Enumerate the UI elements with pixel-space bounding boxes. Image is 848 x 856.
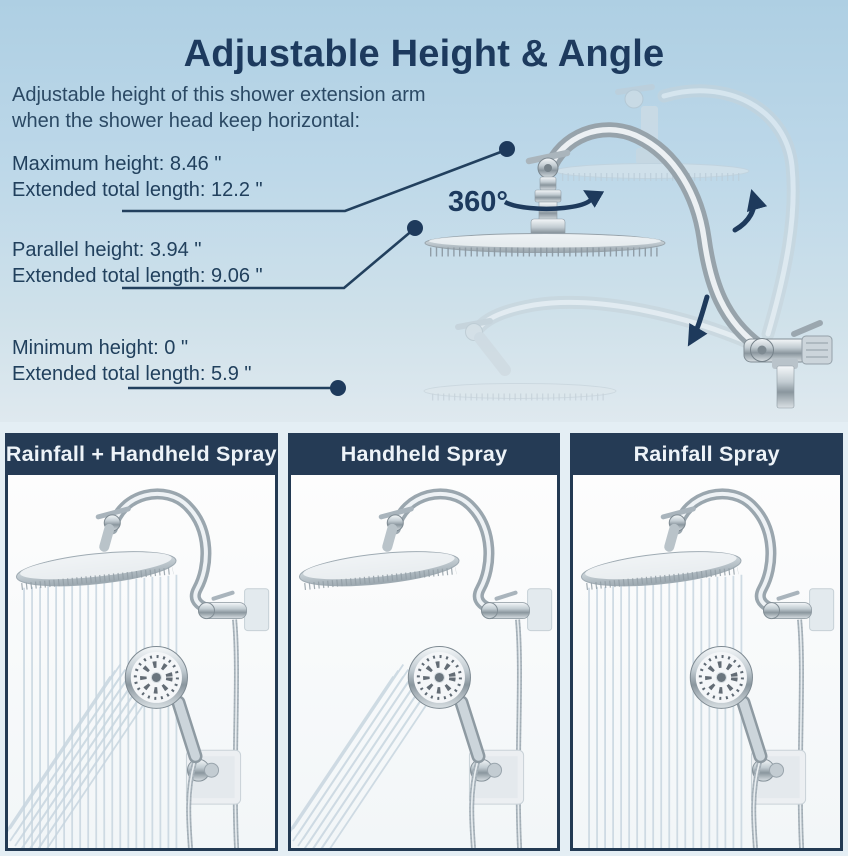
measurement-max: [12, 151, 263, 203]
leader-dot-parallel: [407, 220, 423, 236]
page-title: Adjustable Height & Angle: [183, 33, 665, 76]
panel-title: Rainfall + Handheld Spray: [5, 433, 278, 475]
handheld-hose: [471, 762, 477, 848]
max-length-label: Extended total length: 12.2 ": [12, 179, 263, 201]
shower-set-art: [573, 475, 840, 848]
min-height-label: Minimum height: 0 ": [12, 337, 189, 359]
panel-photo: [573, 475, 840, 848]
shower-hose-right: [800, 620, 802, 848]
spray-modes-section: [0, 422, 848, 856]
min-length-label: Extended total length: 5.9 ": [12, 363, 252, 385]
shower-set-art: [8, 475, 275, 848]
parallel-length-label: Extended total length: 9.06 ": [12, 265, 263, 287]
intro-line-1: Adjustable height of this shower extension arm: [12, 84, 426, 106]
shower-hose-right: [517, 620, 519, 848]
spray-panel-rainfall-handheld: [5, 433, 278, 851]
shower-set-art: [291, 475, 558, 848]
spray-panel-rainfall: [570, 433, 843, 851]
height-diagram-section: [0, 0, 848, 422]
panel-title: Handheld Spray: [288, 433, 561, 475]
rotation-360-label: 360°: [448, 186, 508, 218]
shower-hose-right: [235, 620, 237, 848]
panel-photo: [291, 475, 558, 848]
leader-dot-min: [330, 380, 346, 396]
handheld-sprayer: [408, 647, 478, 757]
intro-text: [12, 82, 426, 134]
rain-spray-group: [24, 575, 176, 848]
spray-panel-handheld: [288, 433, 561, 851]
leader-dot-max: [499, 141, 515, 157]
panel-title: Rainfall Spray: [570, 433, 843, 475]
handheld-hose: [189, 762, 195, 848]
measurement-parallel: [12, 237, 263, 289]
parallel-height-label: Parallel height: 3.94 ": [12, 239, 202, 261]
intro-line-2: when the shower head keep horizontal:: [12, 110, 361, 132]
arrow-up-icon: [735, 195, 754, 230]
max-height-label: Maximum height: 8.46 ": [12, 153, 222, 175]
handheld-hose: [754, 762, 760, 848]
rain-spray-group: [589, 575, 741, 848]
panel-photo: [8, 475, 275, 848]
measurement-min: [12, 335, 252, 387]
rainfall-head: [298, 509, 461, 592]
